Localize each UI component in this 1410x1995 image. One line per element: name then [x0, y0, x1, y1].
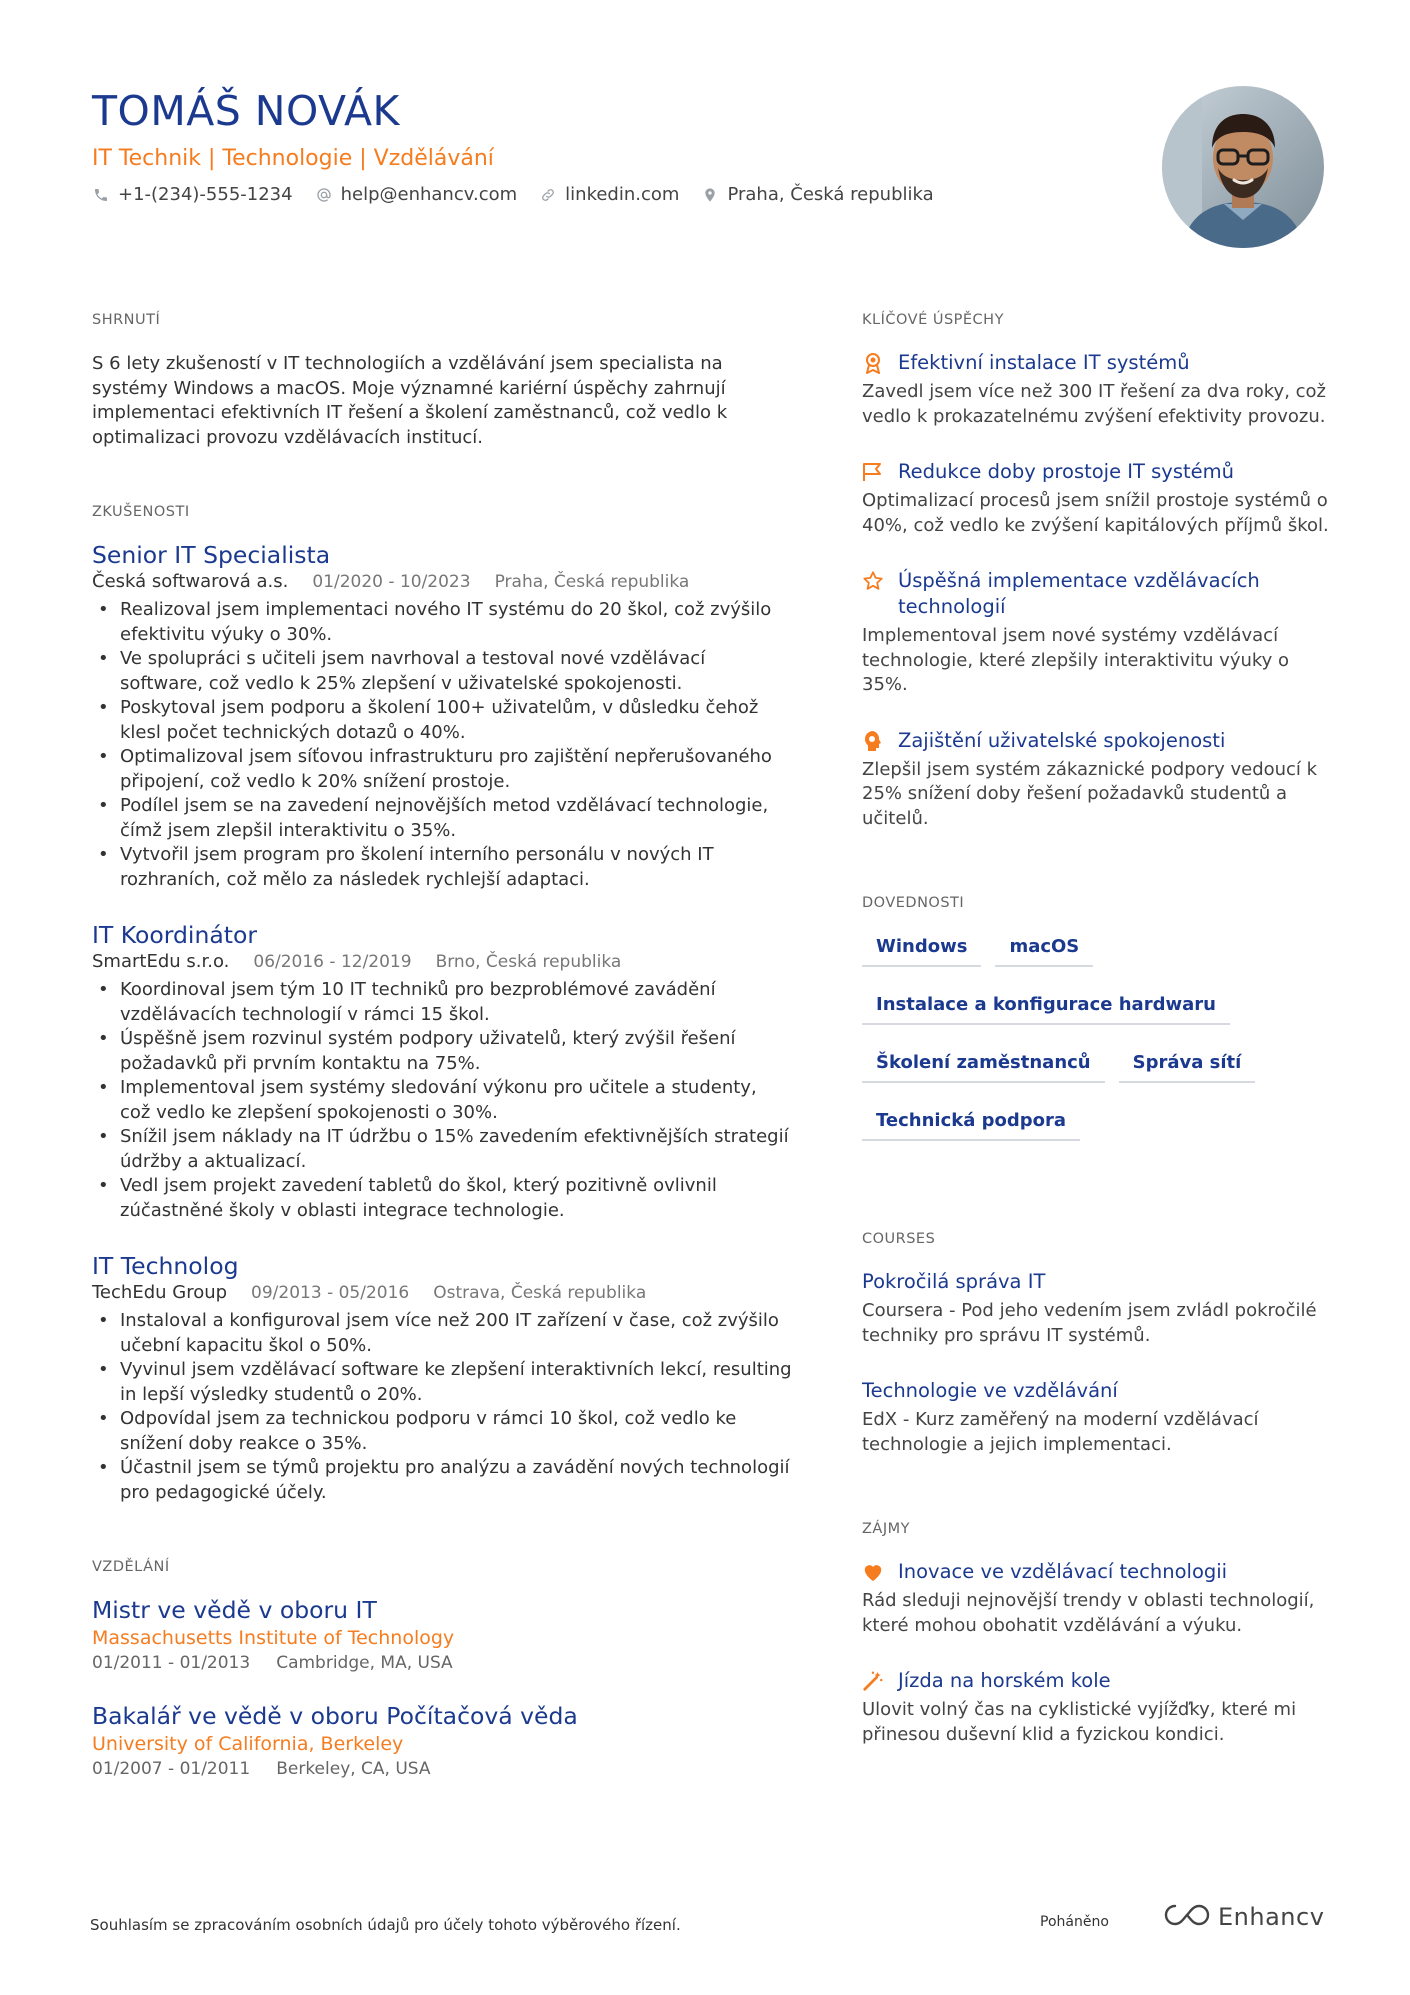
education-entry: [92, 1595, 792, 1675]
headline: IT Technik | Technologie | Vzdělávání: [92, 146, 494, 171]
bullet-item: • Optimalizoval jsem síťovou infrastrukturu pro zajištění nepřerušovaného připojení, což vedlo k 20% snížení prostoje.: [92, 745, 792, 794]
bullet-item: • Ve spolupráci s učiteli jsem navrhoval a testoval nové vzdělávací software, což vedlo k 25% zlepšení v uživatelské spokojenosti.: [92, 647, 792, 696]
bullet-item: • Snížil jsem náklady na IT údržbu o 15% zavedením efektivnějších strategií údržby a aktualizací.: [92, 1125, 792, 1174]
course-title: Technologie ve vzdělávání: [862, 1379, 1118, 1402]
achievement-desc: Zavedl jsem více než 300 IT řešení za dva roky, což vedlo k prokazatelnému zvýšení efektivity provozu.: [862, 381, 1326, 427]
flag-icon: [862, 461, 884, 483]
bullet-item: • Účastnil jsem se týmů projektu pro analýzu a zavádění nových technologií pro pedagogické účely.: [92, 1456, 792, 1505]
achievement-title-row: [862, 459, 1332, 485]
skill-tag: Windows: [862, 929, 981, 967]
interest-item: [862, 1668, 1332, 1747]
interest-title-row: [862, 1668, 1332, 1694]
contact-email[interactable]: [315, 182, 518, 208]
bullet-item: • Vedl jsem projekt zavedení tabletů do škol, který pozitivně ovlivnil zúčastněné školy v oblasti integrace technologie.: [92, 1174, 792, 1223]
candidate-name: TOMÁŠ NOVÁK: [92, 87, 400, 135]
achievement-desc: Optimalizací procesů jsem snížil prostoje systémů o 40%, což vedlo ke zvýšení kapitálových příjmů škol.: [862, 490, 1329, 536]
achievement-item: [862, 728, 1332, 832]
edu-school: University of California, Berkeley: [92, 1733, 404, 1755]
wand-icon: [862, 1670, 884, 1692]
skill-tag: macOS: [995, 929, 1093, 967]
bullet-item: • Instaloval a konfiguroval jsem více než 200 IT zařízení v čase, což zvýšilo učební kapacitu škol o 50%.: [92, 1309, 792, 1358]
course-desc: EdX - Kurz zaměřený na moderní vzdělávací technologie a jejich implementaci.: [862, 1409, 1259, 1455]
brand-name: Enhancv: [1218, 1903, 1325, 1931]
job-bullets: [92, 598, 792, 892]
bullet-item: • Odpovídal jsem za technickou podporu v rámci 10 škol, což vedlo ke snížení doby reakce o 35%.: [92, 1407, 792, 1456]
infinity-icon: [1162, 1902, 1212, 1932]
achievement-title: Úspěšná implementace vzdělávacích technologií: [898, 569, 1260, 618]
star-icon: [862, 570, 884, 592]
achievement-item: [862, 459, 1332, 538]
education-entry: [92, 1701, 792, 1781]
profile-photo: [1162, 86, 1324, 248]
location-pin-icon: [701, 186, 719, 204]
bullet-item: • Implementoval jsem systémy sledování výkonu pro učitele a studenty, což vedlo ke zlepšení spokojenosti o 30%.: [92, 1076, 792, 1125]
achievement-item: [862, 568, 1332, 698]
experience-section: [92, 502, 792, 1505]
interest-item: [862, 1559, 1332, 1638]
bullet-item: • Poskytoval jsem podporu a školení 100+ uživatelům, v důsledku čehož klesl počet technických dotazů o 40%.: [92, 696, 792, 745]
summary-heading: SHRNUTÍ: [92, 312, 161, 328]
job-entry: [92, 920, 792, 1223]
edu-location: Cambridge, MA, USA: [276, 1653, 453, 1673]
achievements-heading: KLÍČOVÉ ÚSPĚCHY: [862, 312, 1004, 328]
bullet-item: • Koordinoval jsem tým 10 IT techniků pro bezproblémové zavádění vzdělávacích technologií v rámci 15 škol.: [92, 978, 792, 1027]
job-title: IT Koordinátor: [92, 921, 257, 949]
interest-title-row: [862, 1559, 1332, 1585]
edu-school: Massachusetts Institute of Technology: [92, 1627, 455, 1649]
edu-meta: [92, 1757, 792, 1781]
job-entry: [92, 540, 792, 892]
job-company: Česká softwarová a.s.: [92, 571, 289, 592]
link-icon: [539, 186, 557, 204]
edu-location: Berkeley, CA, USA: [276, 1759, 431, 1779]
job-company: TechEdu Group: [92, 1282, 228, 1303]
award-icon: [862, 352, 884, 374]
achievement-title: Efektivní instalace IT systémů: [898, 351, 1190, 374]
interest-title: Inovace ve vzdělávací technologii: [898, 1560, 1228, 1583]
course-title: Pokročilá správa IT: [862, 1270, 1046, 1293]
skill-tag: Instalace a konfigurace hardwaru: [862, 987, 1230, 1025]
job-title: IT Technolog: [92, 1252, 239, 1280]
job-location: Brno, Česká republika: [435, 952, 622, 972]
achievement-desc: Zlepšil jsem systém zákaznické podpory vedoucí k 25% snížení doby řešení požadavků studentů a učitelů.: [862, 758, 1318, 829]
left-column: [92, 310, 792, 1781]
job-meta: [92, 570, 792, 594]
skill-tag: Technická podpora: [862, 1103, 1080, 1141]
interests-heading: ZÁJMY: [862, 1521, 910, 1537]
bullet-item: • Realizoval jsem implementaci nového IT systému do 20 škol, což zvýšilo efektivitu výuky o 30%.: [92, 598, 792, 647]
achievement-title-row: [862, 350, 1332, 376]
achievement-title: Redukce doby prostoje IT systémů: [898, 460, 1235, 483]
skill-tag: Správa sítí: [1119, 1045, 1256, 1083]
email-text: help@enhancv.com: [340, 184, 518, 205]
job-dates: 06/2016 - 12/2019: [253, 952, 412, 972]
edu-meta: [92, 1651, 792, 1675]
job-bullets: [92, 978, 792, 1223]
job-location: Ostrava, Česká republika: [433, 1283, 647, 1303]
interests-section: [862, 1519, 1332, 1747]
location-text: Praha, Česká republika: [727, 184, 934, 205]
achievement-title-row: [862, 728, 1332, 754]
job-bullets: [92, 1309, 792, 1505]
header: [92, 86, 1142, 208]
summary-section: [92, 310, 792, 450]
right-column: [862, 310, 1332, 1747]
edu-degree: Bakalář ve vědě v oboru Počítačová věda: [92, 1702, 578, 1730]
bullet-item: • Vytvořil jsem program pro školení interního personálu v nových IT rozhraních, což mělo za následek rychlejší adaptaci.: [92, 843, 792, 892]
bullet-item: • Podílel jsem se na zavedení nejnovějších metod vzdělávací technologie, čímž jsem zlepšil interaktivitu o 35%.: [92, 794, 792, 843]
bullet-item: • Vyvinul jsem vzdělávací software ke zlepšení interaktivních lekcí, resulting in lepší výsledky studentů o 20%.: [92, 1358, 792, 1407]
courses-heading: COURSES: [862, 1231, 936, 1247]
enhancv-logo[interactable]: [1162, 1902, 1324, 1932]
education-section: [92, 1557, 792, 1781]
head-icon: [862, 730, 884, 752]
contact-row: [92, 182, 1142, 208]
summary-text: S 6 lety zkušeností v IT technologiích a vzdělávání jsem specialista na systémy Windows a macOS. Moje významné kariérní úspěchy zahrnují implementaci efektivních IT řešení a školení zaměstnanců, což vedlo k optimalizaci provozu vzdělávacích institucí.: [92, 353, 728, 448]
course-item: [862, 1378, 1332, 1457]
job-entry: [92, 1251, 792, 1505]
edu-dates: 01/2011 - 01/2013: [92, 1653, 251, 1673]
interest-desc: Rád sleduji nejnovější trendy v oblasti technologií, které mohou obohatit vzdělávání a výuku.: [862, 1590, 1315, 1636]
job-location: Praha, Česká republika: [494, 572, 690, 592]
skills-heading: DOVEDNOSTI: [862, 895, 965, 911]
skills-section: [862, 893, 1332, 1161]
contact-phone[interactable]: [92, 182, 293, 208]
heart-icon: [862, 1561, 884, 1583]
course-desc: Coursera - Pod jeho vedením jsem zvládl pokročilé techniky pro správu IT systémů.: [862, 1300, 1317, 1346]
phone-icon: [92, 186, 110, 204]
job-company: SmartEdu s.r.o.: [92, 951, 230, 972]
achievement-title-row: [862, 568, 1332, 620]
powered-by-label: Poháněno: [1040, 1914, 1109, 1930]
contact-linkedin[interactable]: [539, 182, 679, 208]
interest-title: Jízda na horském kole: [898, 1669, 1111, 1692]
job-title: Senior IT Specialista: [92, 541, 331, 569]
achievement-title: Zajištění uživatelské spokojenosti: [898, 728, 1226, 752]
experience-heading: ZKUŠENOSTI: [92, 504, 190, 520]
job-meta: [92, 1281, 792, 1305]
at-icon: [315, 186, 333, 204]
skill-tag: Školení zaměstnanců: [862, 1045, 1105, 1083]
interest-desc: Ulovit volný čas na cyklistické vyjížďky, které mi přinesou duševní klid a fyzickou kondici.: [862, 1699, 1297, 1745]
job-dates: 09/2013 - 05/2016: [251, 1283, 410, 1303]
contact-location: [701, 182, 933, 208]
achievements-section: [862, 310, 1332, 831]
linkedin-text: linkedin.com: [565, 184, 680, 205]
phone-text: +1-(234)-555-1234: [118, 184, 293, 205]
course-item: [862, 1269, 1332, 1348]
consent-text: Souhlasím se zpracováním osobních údajů pro účely tohoto výběrového řízení.: [90, 1916, 681, 1934]
achievement-item: [862, 350, 1332, 429]
edu-degree: Mistr ve vědě v oboru IT: [92, 1596, 377, 1624]
achievement-desc: Implementoval jsem nové systémy vzdělávací technologie, které zlepšily interaktivitu výuky o 35%.: [862, 625, 1290, 695]
education-heading: VZDĚLÁNÍ: [92, 1559, 170, 1575]
skills-list: [862, 929, 1332, 1161]
job-meta: [92, 950, 792, 974]
courses-section: [862, 1229, 1332, 1457]
job-dates: 01/2020 - 10/2023: [312, 572, 471, 592]
bullet-item: • Úspěšně jsem rozvinul systém podpory uživatelů, který zvýšil řešení požadavků při prvním kontaktu na 75%.: [92, 1027, 792, 1076]
edu-dates: 01/2007 - 01/2011: [92, 1759, 251, 1779]
